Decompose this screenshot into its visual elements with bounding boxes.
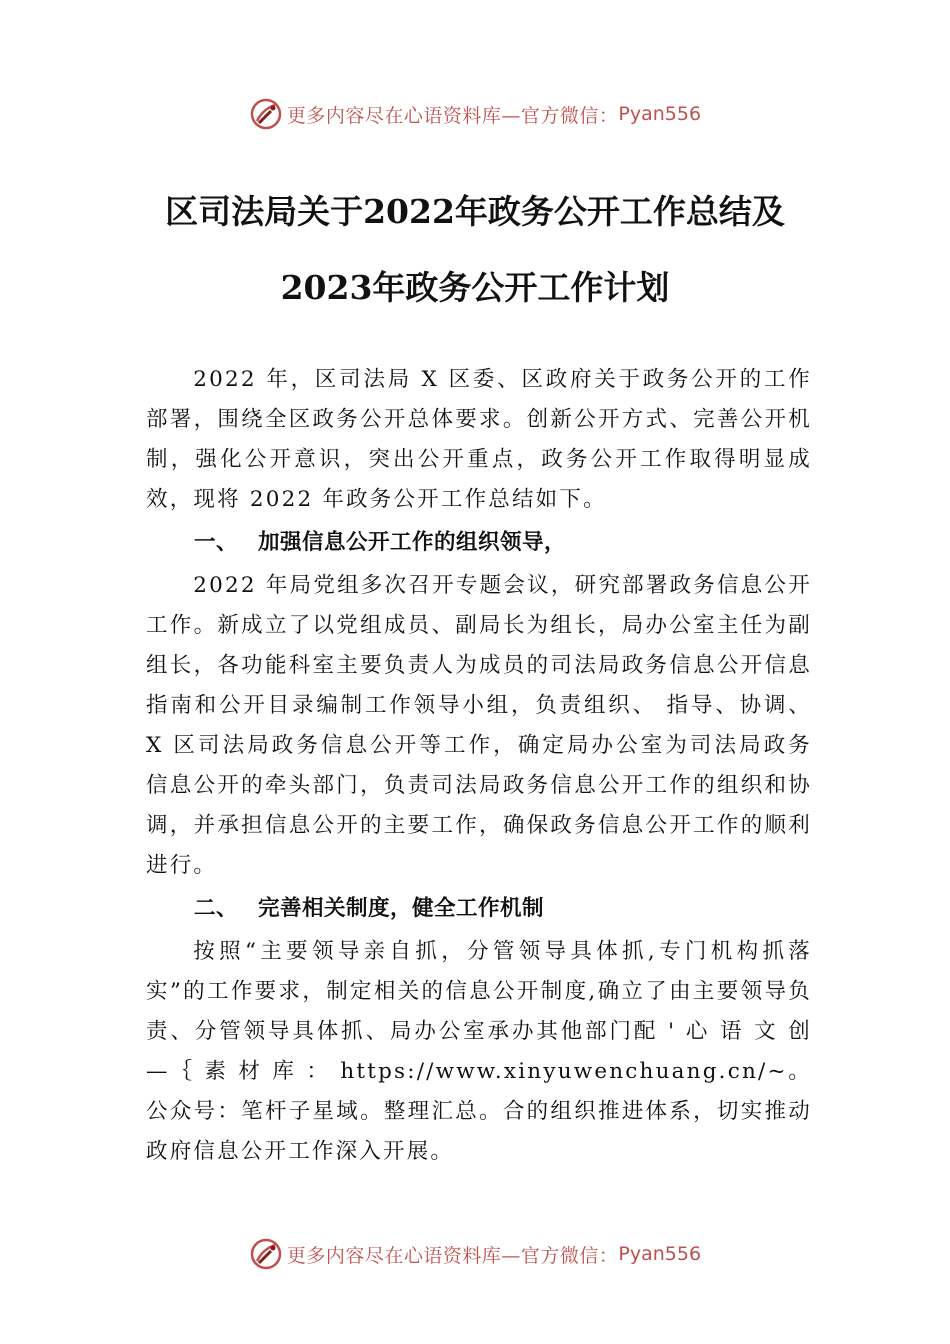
document-body	[146, 360, 812, 1172]
watermark-text: 更多内容尽在心语资料库—官方微信：	[286, 1244, 619, 1267]
document-title-line-1: 区司法局关于2022年政务公开工作总结及	[165, 192, 785, 231]
watermark-text: 更多内容尽在心语资料库—官方微信：	[286, 104, 619, 127]
intro-paragraph: 2022 年，区司法局 X 区委、区政府关于政务公开的工作部署，围绕全区政务公开总体要求。创新公开方式、完善公开机制，强化公开意识，突出公开重点，政务公开工作取得明显成效，现将 2022 年政务公开工作总结如下。	[146, 367, 812, 512]
brush-logo-icon	[249, 97, 283, 131]
brush-logo-icon	[249, 1237, 283, 1271]
watermark-handle: Pyan556	[618, 103, 702, 125]
document-title-line-2: 2023年政务公开工作计划	[280, 268, 670, 307]
section-heading-text: 加强信息公开工作的组织领导，	[258, 530, 567, 555]
section-heading-text: 完善相关制度，健全工作机制	[258, 896, 545, 921]
watermark-handle: Pyan556	[618, 1243, 702, 1265]
watermark-banner-top	[0, 94, 950, 134]
section-heading	[146, 886, 812, 932]
section-number: 二、	[194, 896, 239, 921]
section-paragraph: 2022 年局党组多次召开专题会议，研究部署政务信息公开工作。新成立了以党组成员、副局长为组长，局办公室主任为副组长，各功能科室主要负责人为成员的司法局政务信息公开信息指南和公开目录编制工作领导小组，负责组织、 指导、协调、X 区司法局政务信息公开等工作，确定局办公室为司法局政务信息公开的牵头部门，负责司法局政务信息公开工作的组织和协调，并承担信息公开的主要工作，确保政务信息公开工作的顺利进行。	[146, 573, 812, 878]
section-heading	[146, 520, 812, 566]
watermark-banner-bottom	[0, 1234, 950, 1274]
section-paragraph: 按照“主要领导亲自抓，分管领导具体抓,专门机构抓落实”的工作要求，制定相关的信息公开制度,确立了由主要领导负责、分管领导具体抓、局办公室承办其他部门配 ' 心 语 文 创 —｛ 素 材 库 ： https://www.xinyuwenchuang.cn/~。公众号：笔杆子星域。整理汇总。合的组织推进体系，切实推动政府信息公开工作深入开展。	[146, 939, 812, 1164]
section-number: 一、	[194, 530, 239, 555]
